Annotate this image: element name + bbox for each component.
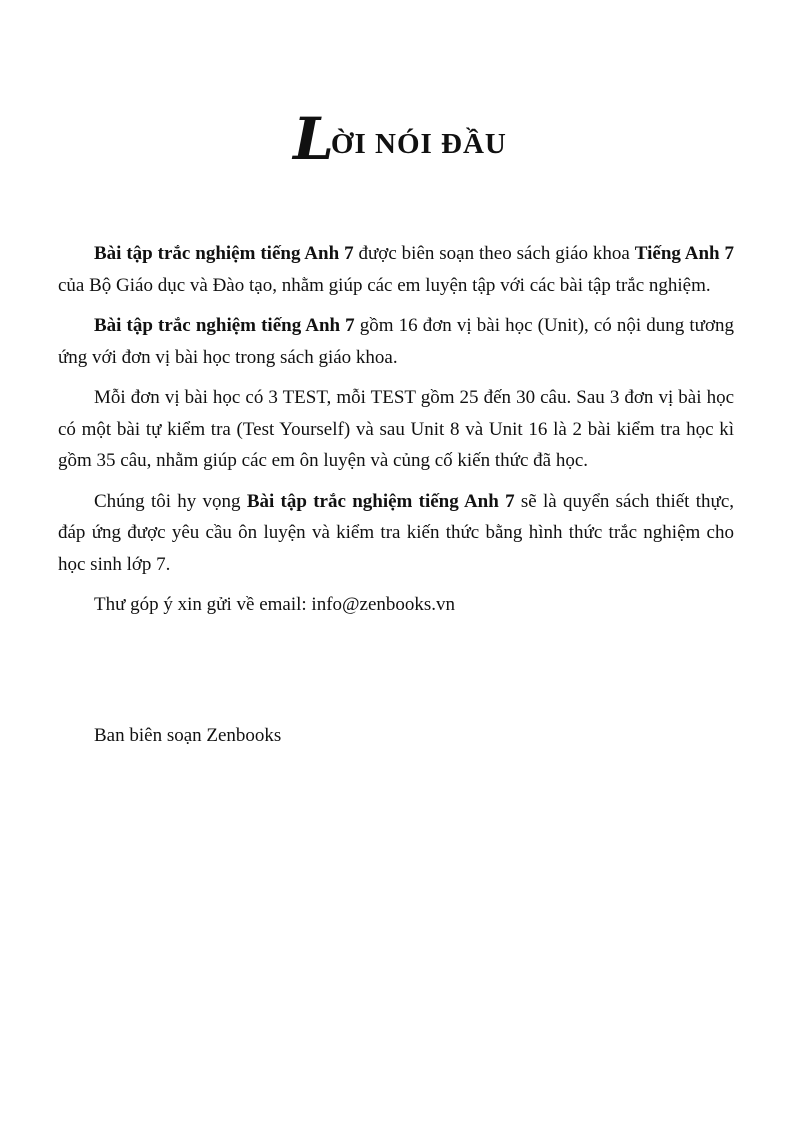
paragraph-text: Chúng tôi hy vọng [94,490,247,512]
paragraph-text: sẽ là quyển sách thiết thực, đáp ứng được yêu cầu ôn luyện và kiểm tra kiến thức bằng hình thức trắc nghiệm cho học sinh lớp 7. [58,490,734,575]
book-title-bold: Bài tập trắc nghiệm tiếng Anh 7 [94,315,355,336]
paragraph-5-contact [58,589,734,621]
paragraph-text: được biên soạn theo sách giáo khoa [353,243,635,264]
paragraph-1 [58,238,734,301]
title-text: ỜI NÓI ĐẦU [330,128,507,160]
title-initial-letter: L [293,105,335,173]
page-title [0,105,800,173]
signature: Ban biên soạn Zenbooks [94,725,282,746]
paragraph-3 [58,382,734,477]
paragraph-text: gồm 16 đơn vị bài học (Unit), có nội dung tương ứng với đơn vị bài học trong sách giáo khoa. [58,315,734,368]
paragraph-2 [58,310,734,373]
paragraph-4 [58,486,734,581]
paragraph-text: Mỗi đơn vị bài học có 3 TEST, mỗi TEST gồm 25 đến 30 câu. Sau 3 đơn vị bài học có một bài tự kiểm tra (Test Yourself) và sau Unit 8 và Unit 16 là 2 bài kiểm tra học kì gồm 35 câu, nhằm giúp các em ôn luyện và củng cố kiến thức đã học. [58,387,734,471]
preface-body [58,238,734,630]
book-title-bold: Bài tập trắc nghiệm tiếng Anh 7 [246,490,515,512]
textbook-title-bold: Tiếng Anh 7 [634,243,735,264]
paragraph-text: của Bộ Giáo dục và Đào tạo, nhằm giúp các em luyện tập với các bài tập trắc nghiệm. [58,274,711,296]
book-title-bold: Bài tập trắc nghiệm tiếng Anh 7 [94,243,354,264]
contact-email-text: Thư góp ý xin gửi về email: info@zenbooks.vn [94,594,456,615]
